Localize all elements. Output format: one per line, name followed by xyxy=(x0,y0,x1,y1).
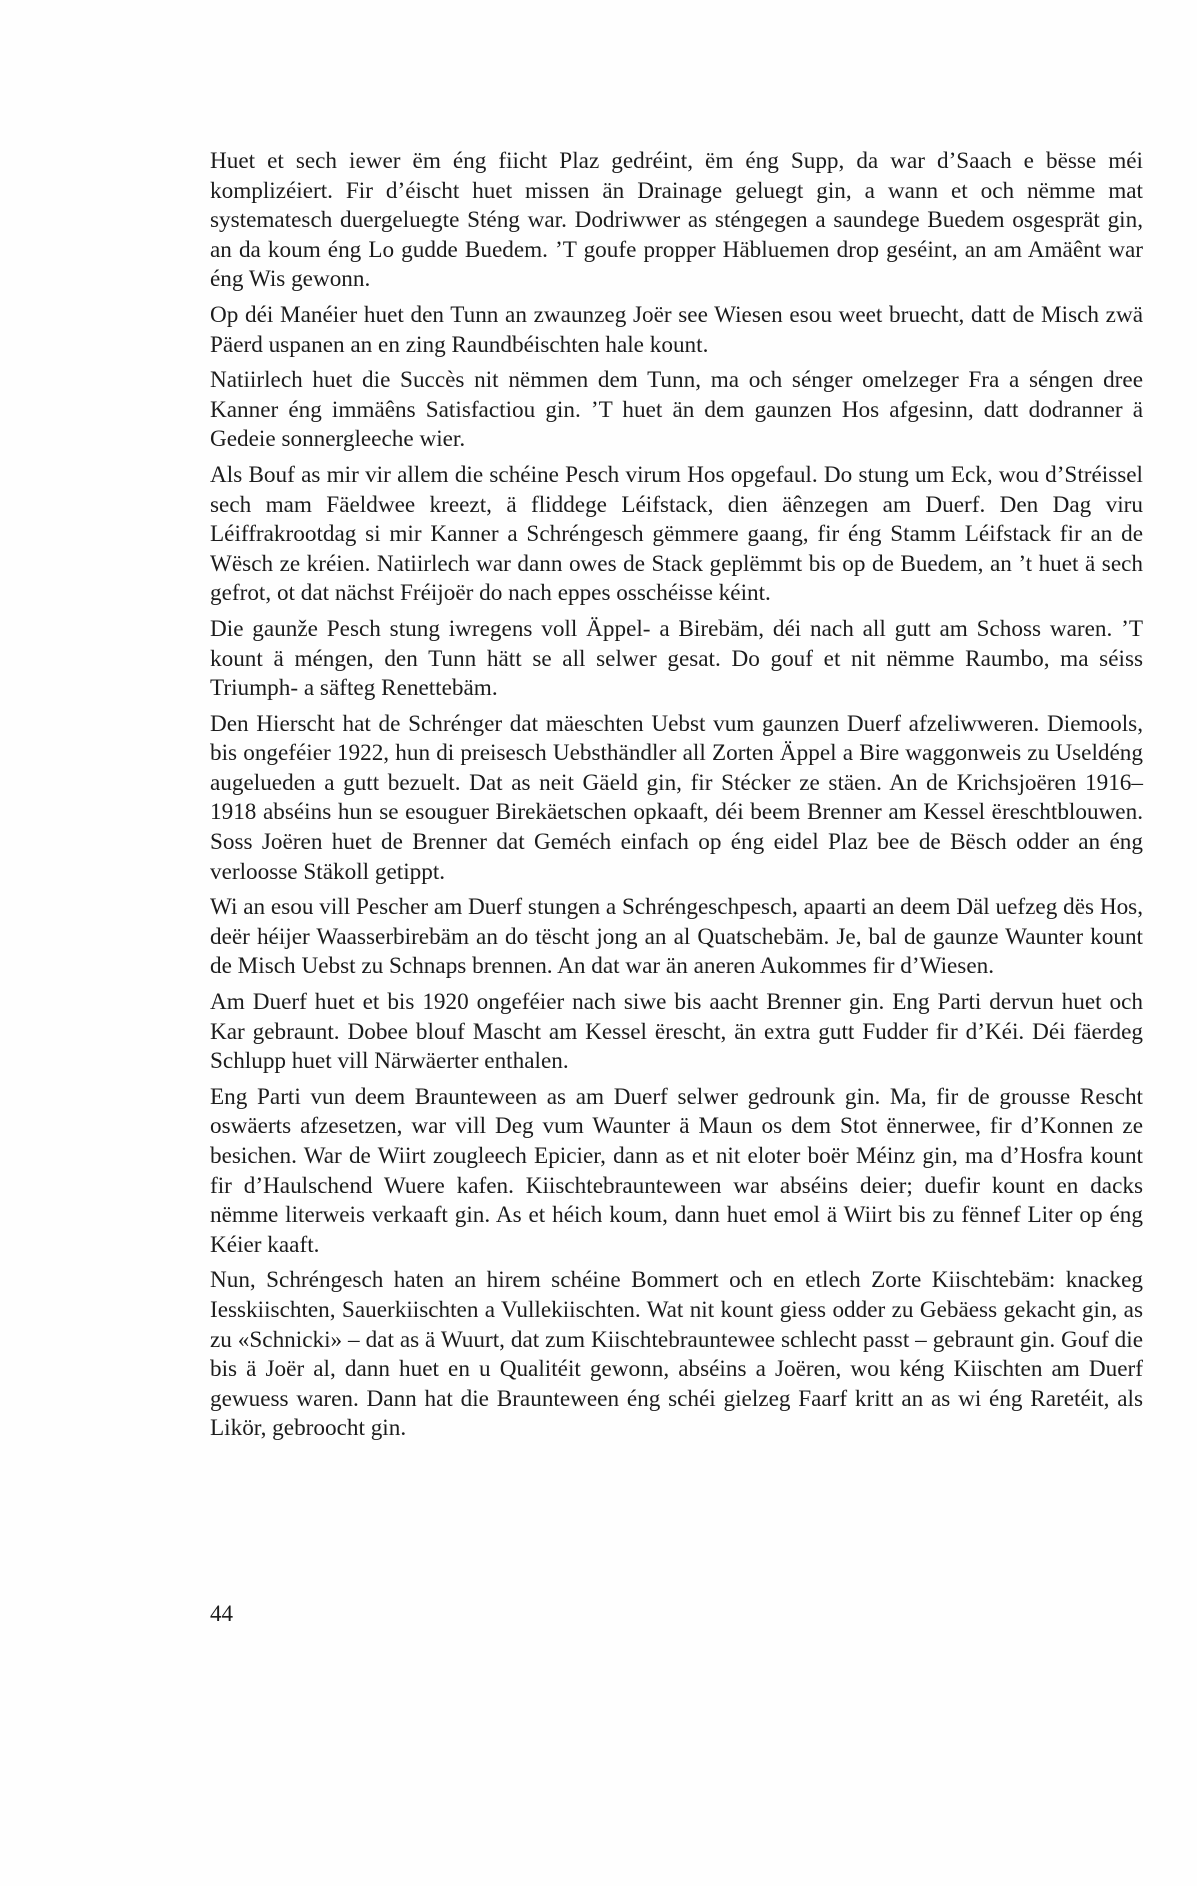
paragraph-6: Den Hierscht hat de Schrénger dat mäeschten Uebst vum gaunzen Duerf afzeliwweren. Diemools, bis ongeféier 1922, hun di preisesch Uebsthändler all Zorten Äppel a Bire waggonweis zu Useldéng augelueden a gutt bezuelt. Dat as neit Gäeld gin, fir Stécker ze stäen. An de Krichsjoëren 1916–1918 abséins hun se esouguer Birekäetschen opkaaft, déi beem Brenner am Kessel ëreschtblouwen. Soss Joëren huet de Brenner dat Geméch einfach op éng eidel Plaz bee de Bësch odder an éng verloosse Stäkoll getippt. xyxy=(210,710,1143,885)
paragraph-9: Eng Parti vun deem Braunteween as am Duerf selwer gedrounk gin. Ma, fir de grousse Rescht oswäerts afzesetzen, war vill Deg vum Waunter ä Maun os dem Stot ënnerwee, fir d’Konnen ze besichen. War de Wiirt zougleech Epicier, dann as et nit eloter boër Méinz gin, ma d’Hosfra kount fir d’Haulschend Wuere kafen. Kiischtebraunteween war abséins deier; duefir kount en dacks nëmme literweis verkaaft gin. As et héich koum, dann huet emol ä Wiirt bis zu fënnef Liter op éng Kéier kaaft. xyxy=(210,1083,1143,1258)
paragraph-7: Wi an esou vill Pescher am Duerf stungen a Schréngeschpesch, apaarti an deem Däl uefzeg dës Hos, deër héijer Waasserbirebäm an do tëscht jong an al Quatschebäm. Je, bal de gaunze Waunter kount de Misch Uebst zu Schnaps brennen. An dat war än aneren Aukommes fir d’Wiesen. xyxy=(210,894,1143,980)
paragraph-5: Die gaunže Pesch stung iwregens voll Äppel- a Birebäm, déi nach all gutt am Schoss waren. ’T kount ä méngen, den Tunn hätt se all selwer gesat. Do gouf et nit nëmme Raumbo, ma séiss Triumph- a säfteg Renettebäm. xyxy=(210,615,1143,702)
paragraph-10: Nun, Schréngesch haten an hirem schéine Bommert och en etlech Zorte Kiischtebäm: knackeg Iesskiischten, Sauerkiischten a Vullekiischten. Wat nit kount giess odder zu Gebäess gekacht gin, as zu «Schnicki» – dat as ä Wuurt, dat zum Kiischtebraunteweе schlecht passt – gebraunt gin. Gouf die bis ä Joër al, dann huet en u Qualitéit gewonn, abséins a Joëren, wou kéng Kiischten am Duerf gewuess waren. Dann hat die Braunteween éng schéi gielzeg Faarf kritt an as wi éng Raretéit, als Likör, gebroocht gin. xyxy=(210,1267,1143,1442)
body-text xyxy=(210,147,1143,1450)
paragraph-4: Als Bouf as mir vir allem die schéine Pesch virum Hos opgefaul. Do stung um Eck, wou d’Stréissel sech mam Fäeldwee kreezt, ä fliddege Léifstack, dien äênzegen am Duerf. Den Dag viru Léiffrakrootdag si mir Kanner a Schréngesch gëmmere gaang, fir éng Stamm Léifstack fir an de Wësch ze kréien. Natiirlech war dann owes de Stack geplëmmt bis op de Buedem, an ’t huet ä sech gefrot, ot dat nächst Fréijoër do nach eppes osschéisse kéint. xyxy=(210,461,1143,607)
paragraph-1: Huet et sech iewer ëm éng fiicht Plaz gedréint, ëm éng Supp, da war d’Saach e bësse méi komplizéiert. Fir d’éischt huet missen än Drainage geluegt gin, a wann et och nëmme mat systematesch duergeluegte Sténg war. Dodriwwer as sténgegen a saundege Buedem osgesprät gin, an da koum éng Lo gudde Buedem. ’T goufe propper Häbluemen drop geséint, an am Amäênt war éng Wis gewonn. xyxy=(210,148,1143,293)
paragraph-8: Am Duerf huet et bis 1920 ongeféier nach siwe bis aacht Brenner gin. Eng Parti dervun huet och Kar gebraunt. Dobee blouf Mascht am Kessel ërescht, än extra gutt Fudder fir d’Kéi. Déi fäerdeg Schlupp huet vill Närwäerter enthalen. xyxy=(210,989,1143,1075)
paragraph-2: Op déi Manéier huet den Tunn an zwaunzeg Joër see Wiesen esou weet bruecht, datt de Misch zwä Päerd uspanen an en zing Raundbéischten hale kount. xyxy=(210,301,1143,358)
page-number: 44 xyxy=(210,1601,233,1626)
paragraph-3: Natiirlech huet die Succès nit nëmmen dem Tunn, ma och sénger omelzeger Fra a séngen dree Kanner éng immäêns Satisfactiou gin. ’T huet än dem gaunzen Hos afgesinn, datt dodranner ä Gedeie sonnergleeche wier. xyxy=(210,367,1143,453)
